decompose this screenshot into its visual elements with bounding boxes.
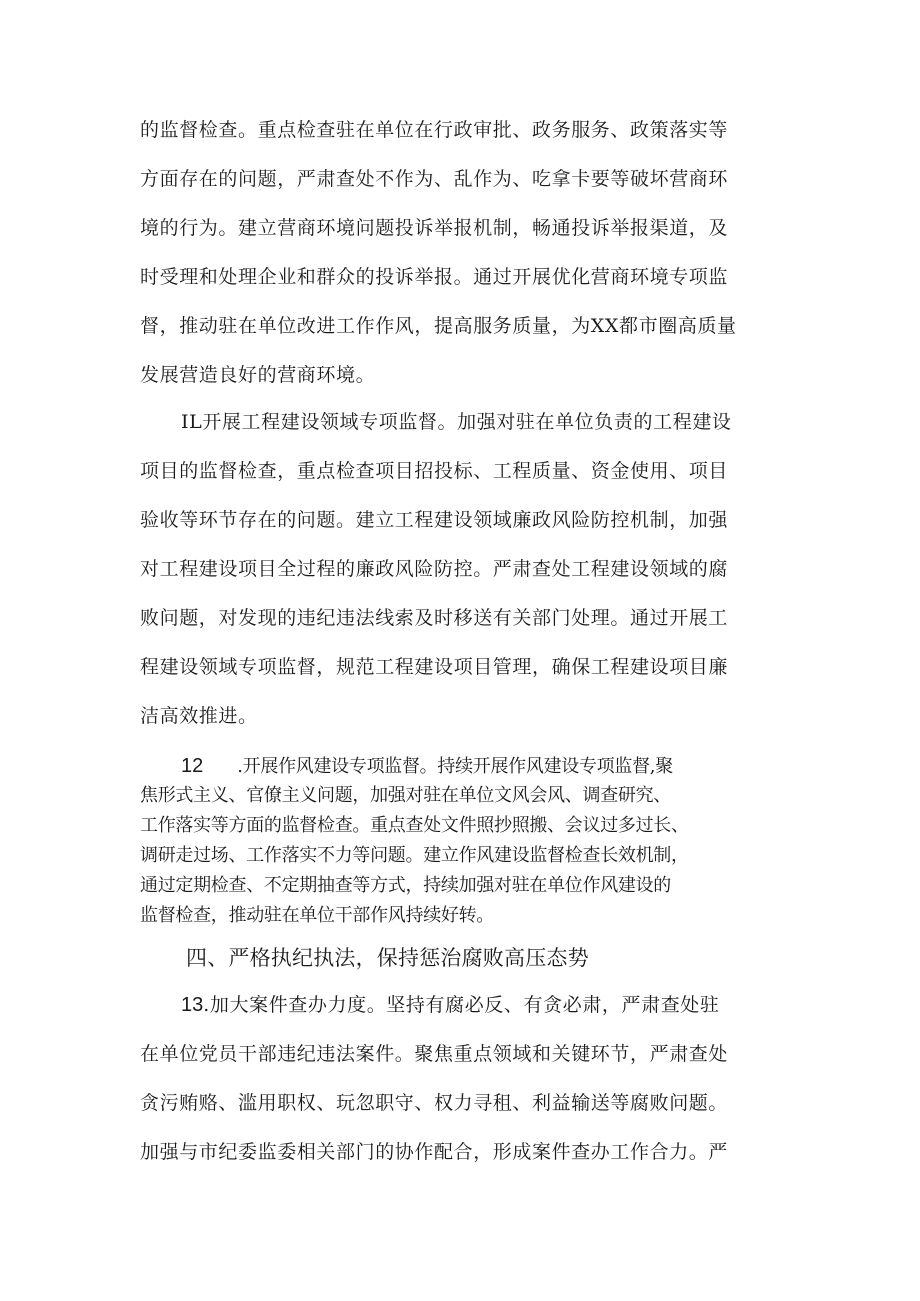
- text-line: 的监督检查。重点检查驻在单位在行政审批、政务服务、政策落实等: [140, 119, 729, 141]
- text-line: 通过定期检查、不定期抽查等方式，持续加强对驻在单位作风建设的: [140, 875, 671, 896]
- item-number: 13: [181, 994, 204, 1016]
- section-heading: 四、严格执纪执法，保持惩治腐败高压态势: [186, 946, 589, 970]
- text-line: 方面存在的问题，严肃查处不作为、乱作为、吃拿卡要等破坏营商环: [140, 168, 729, 190]
- text-line: 洁高效推进。: [140, 705, 258, 727]
- text-line: 境的行为。建立营商环境问题投诉举报机制，畅通投诉举报渠道，及: [140, 217, 729, 239]
- text-line: 验收等环节存在的问题。建立工程建设领域廉政风险防控机制，加强: [140, 509, 729, 531]
- text-line: 调研走过场、工作落实不力等问题。建立作风建设监督检查长效机制，: [140, 845, 689, 866]
- text-line: 监督检查，推动驻在单位干部作风持续好转。: [140, 905, 494, 926]
- item-text: .加大案件查办力度。坚持有腐必反、有贪必肃，严肃查处驻: [203, 994, 720, 1016]
- text-line: 败问题，对发现的违纪违法线索及时移送有关部门处理。通过开展工: [140, 607, 729, 629]
- text-line: 项目的监督检查，重点检查项目招投标、工程质量、资金使用、项目: [140, 460, 729, 482]
- text-line: IL开展工程建设领域专项监督。加强对驻在单位负责的工程建设: [181, 411, 732, 433]
- text-line: 工作落实等方面的监督检查。重点查处文件照抄照搬、会议过多过长、: [140, 815, 689, 836]
- text-line: 焦形式主义、官僚主义问题，加强对驻在单位文风会风、调查研究、: [140, 785, 671, 806]
- text-line: 督，推动驻在单位改进工作作风，提高服务质量，为XX都市圈高质量: [140, 315, 737, 337]
- item-number: 12: [181, 755, 204, 777]
- text-line: 时受理和处理企业和群众的投诉举报。通过开展优化营商环境专项监: [140, 266, 729, 288]
- text-line: 在单位党员干部违纪违法案件。聚焦重点领域和关键环节，严肃查处: [140, 1043, 729, 1065]
- item-text: .开展作风建设专项监督。持续开展作风建设专项监督,聚: [237, 756, 673, 777]
- text-line: 发展营造良好的营商环境。: [140, 364, 376, 386]
- text-line: 程建设领域专项监督，规范工程建设项目管理，确保工程建设项目廉: [140, 656, 729, 678]
- text-line: 对工程建设项目全过程的廉政风险防控。严肃查处工程建设领域的腐: [140, 558, 729, 580]
- text-line: 贪污贿赂、滥用职权、玩忽职守、权力寻租、利益输送等腐败问题。: [140, 1092, 729, 1114]
- text-line: [181, 993, 720, 1017]
- text-line: 加强与市纪委监委相关部门的协作配合，形成案件查办工作合力。严: [140, 1141, 729, 1163]
- text-line: [181, 754, 673, 779]
